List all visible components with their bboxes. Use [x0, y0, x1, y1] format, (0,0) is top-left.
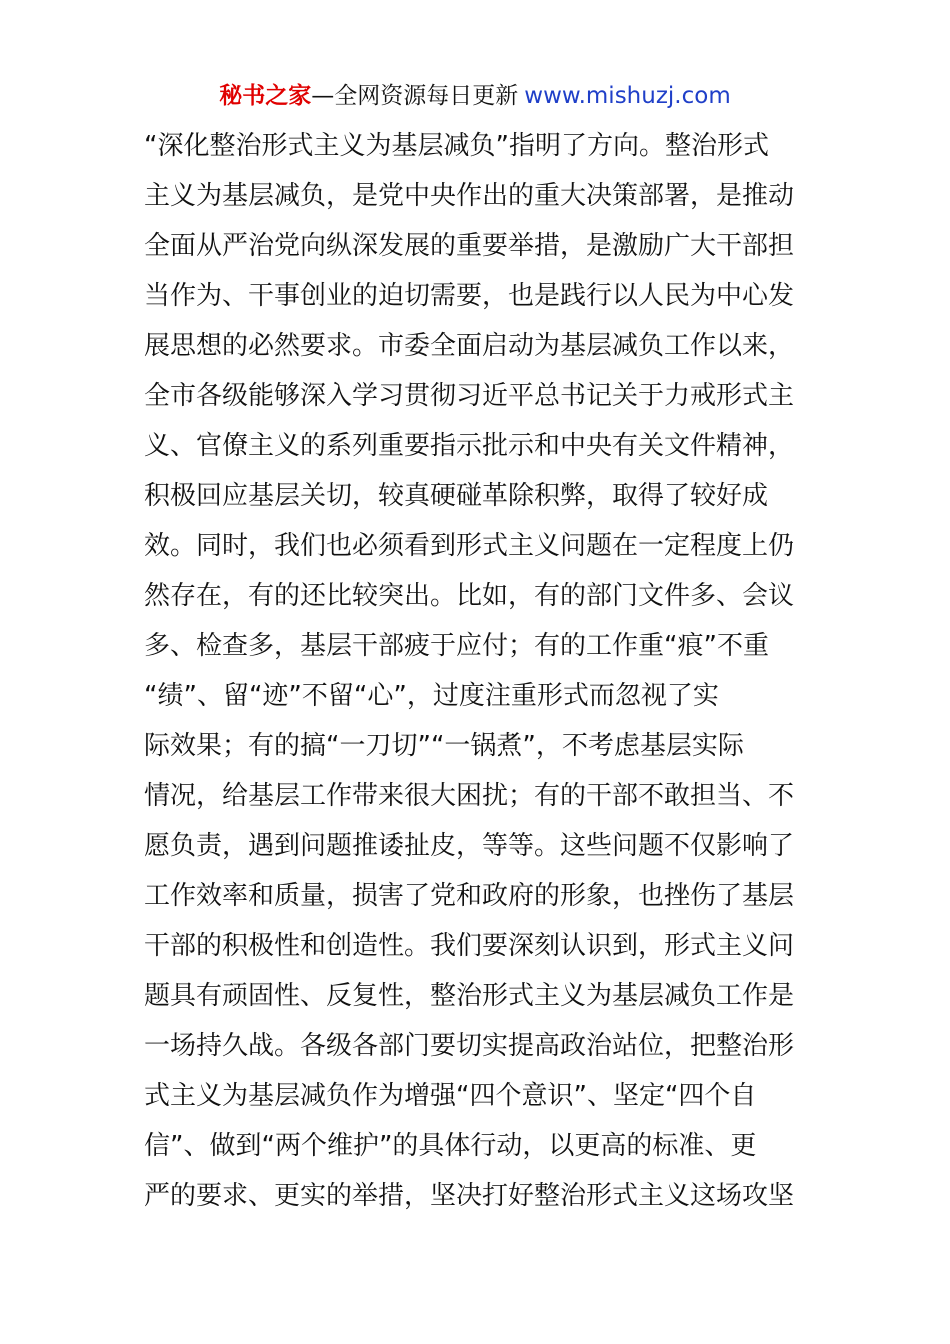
brand-name: 秘书之家 — [219, 83, 312, 109]
site-url-link[interactable]: www.mishuzj.com — [524, 83, 731, 109]
body-line: 干部的积极性和创造性。我们要深刻认识到，形式主义问 — [144, 931, 795, 961]
body-line: 全市各级能够深入学习贯彻习近平总书记关于力戒形式主 — [144, 381, 795, 411]
body-line: 当作为、干事创业的迫切需要，也是践行以人民为中心发 — [144, 281, 795, 311]
body-line: 义、官僚主义的系列重要指示批示和中央有关文件精神， — [144, 431, 795, 461]
body-line: 情况，给基层工作带来很大困扰；有的干部不敢担当、不 — [144, 781, 795, 811]
body-line: 多、检查多，基层干部疲于应付；有的工作重“痕”不重 — [144, 631, 769, 661]
body-line: “绩”、留“迹”不留“心”，过度注重形式而忽视了实 — [144, 681, 719, 711]
body-line: 然存在，有的还比较突出。比如，有的部门文件多、会议 — [144, 581, 795, 611]
body-line: 效。同时，我们也必须看到形式主义问题在一定程度上仍 — [144, 531, 795, 561]
body-line: 工作效率和质量，损害了党和政府的形象，也挫伤了基层 — [144, 881, 795, 911]
body-line: “深化整治形式主义为基层减负”指明了方向。整治形式 — [144, 131, 769, 161]
body-line: 题具有顽固性、反复性，整治形式主义为基层减负工作是 — [144, 981, 795, 1011]
page-header — [0, 80, 950, 112]
document-body — [144, 121, 814, 1221]
body-line: 展思想的必然要求。市委全面启动为基层减负工作以来， — [144, 331, 795, 361]
body-line: 式主义为基层减负作为增强“四个意识”、坚定“四个自 — [144, 1081, 757, 1111]
body-line: 际效果；有的搞“一刀切”“一锅煮”，不考虑基层实际 — [144, 731, 744, 761]
body-line: 一场持久战。各级各部门要切实提高政治站位，把整治形 — [144, 1031, 795, 1061]
header-tagline: —全网资源每日更新 — [311, 83, 519, 109]
body-line: 主义为基层减负，是党中央作出的重大决策部署，是推动 — [144, 181, 795, 211]
body-line: 信”、做到“两个维护”的具体行动，以更高的标准、更 — [144, 1131, 757, 1161]
body-line: 积极回应基层关切，较真硬碰革除积弊，取得了较好成 — [144, 481, 769, 511]
body-line: 严的要求、更实的举措，坚决打好整治形式主义这场攻坚 — [144, 1181, 795, 1211]
body-line: 全面从严治党向纵深发展的重要举措，是激励广大干部担 — [144, 231, 795, 261]
body-line: 愿负责，遇到问题推诿扯皮，等等。这些问题不仅影响了 — [144, 831, 795, 861]
